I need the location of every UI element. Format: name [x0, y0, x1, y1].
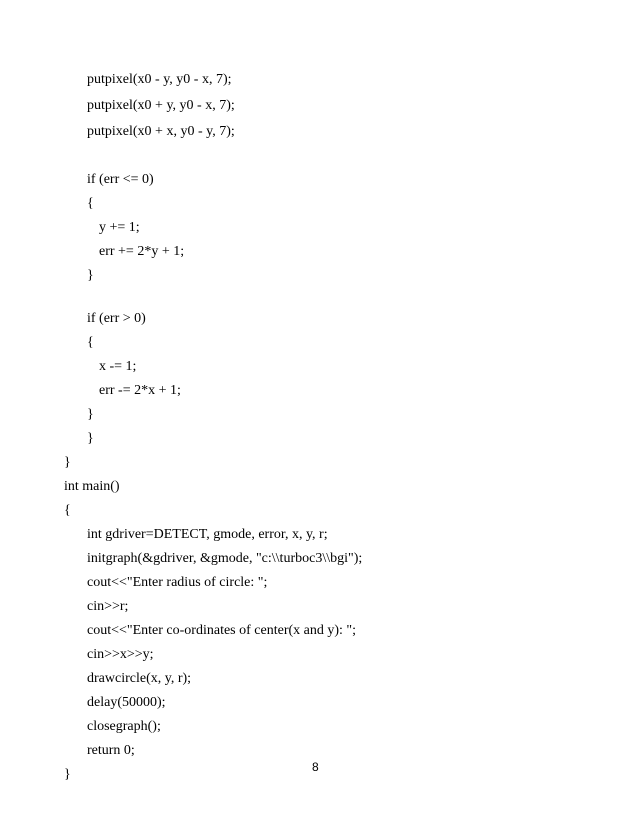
code-line-17: {: [64, 503, 71, 518]
code-line-23: cin>>x>>y;: [87, 647, 154, 662]
code-line-12: err -= 2*x + 1;: [99, 383, 181, 398]
code-line-26: closegraph();: [87, 719, 161, 734]
code-line-4: if (err <= 0): [87, 172, 154, 187]
code-line-3: putpixel(x0 + x, y0 - y, 7);: [87, 124, 235, 139]
code-line-24: drawcircle(x, y, r);: [87, 671, 192, 686]
code-line-27: return 0;: [87, 743, 135, 758]
code-line-28: }: [64, 767, 71, 782]
code-line-8: }: [87, 268, 94, 283]
code-line-16: int main(): [64, 479, 120, 494]
code-line-9: if (err > 0): [87, 311, 146, 326]
code-line-19: initgraph(&gdriver, &gmode, "c:\\turboc3\\bgi");: [87, 551, 363, 566]
code-line-6: y += 1;: [99, 220, 140, 235]
code-line-1: putpixel(x0 - y, y0 - x, 7);: [87, 72, 232, 87]
code-line-11: x -= 1;: [99, 359, 137, 374]
code-line-13: }: [87, 407, 94, 422]
code-line-18: int gdriver=DETECT, gmode, error, x, y, r;: [87, 527, 328, 542]
code-line-25: delay(50000);: [87, 695, 166, 710]
code-line-14: }: [87, 431, 94, 446]
code-line-10: {: [87, 335, 94, 350]
code-line-15: }: [64, 455, 71, 470]
code-line-5: {: [87, 196, 94, 211]
code-line-7: err += 2*y + 1;: [99, 244, 185, 259]
code-line-2: putpixel(x0 + y, y0 - x, 7);: [87, 98, 235, 113]
code-line-20: cout<<"Enter radius of circle: ";: [87, 575, 268, 590]
code-line-21: cin>>r;: [87, 599, 129, 614]
page-number: 8: [312, 760, 319, 774]
code-line-22: cout<<"Enter co-ordinates of center(x and y): ";: [87, 623, 357, 638]
